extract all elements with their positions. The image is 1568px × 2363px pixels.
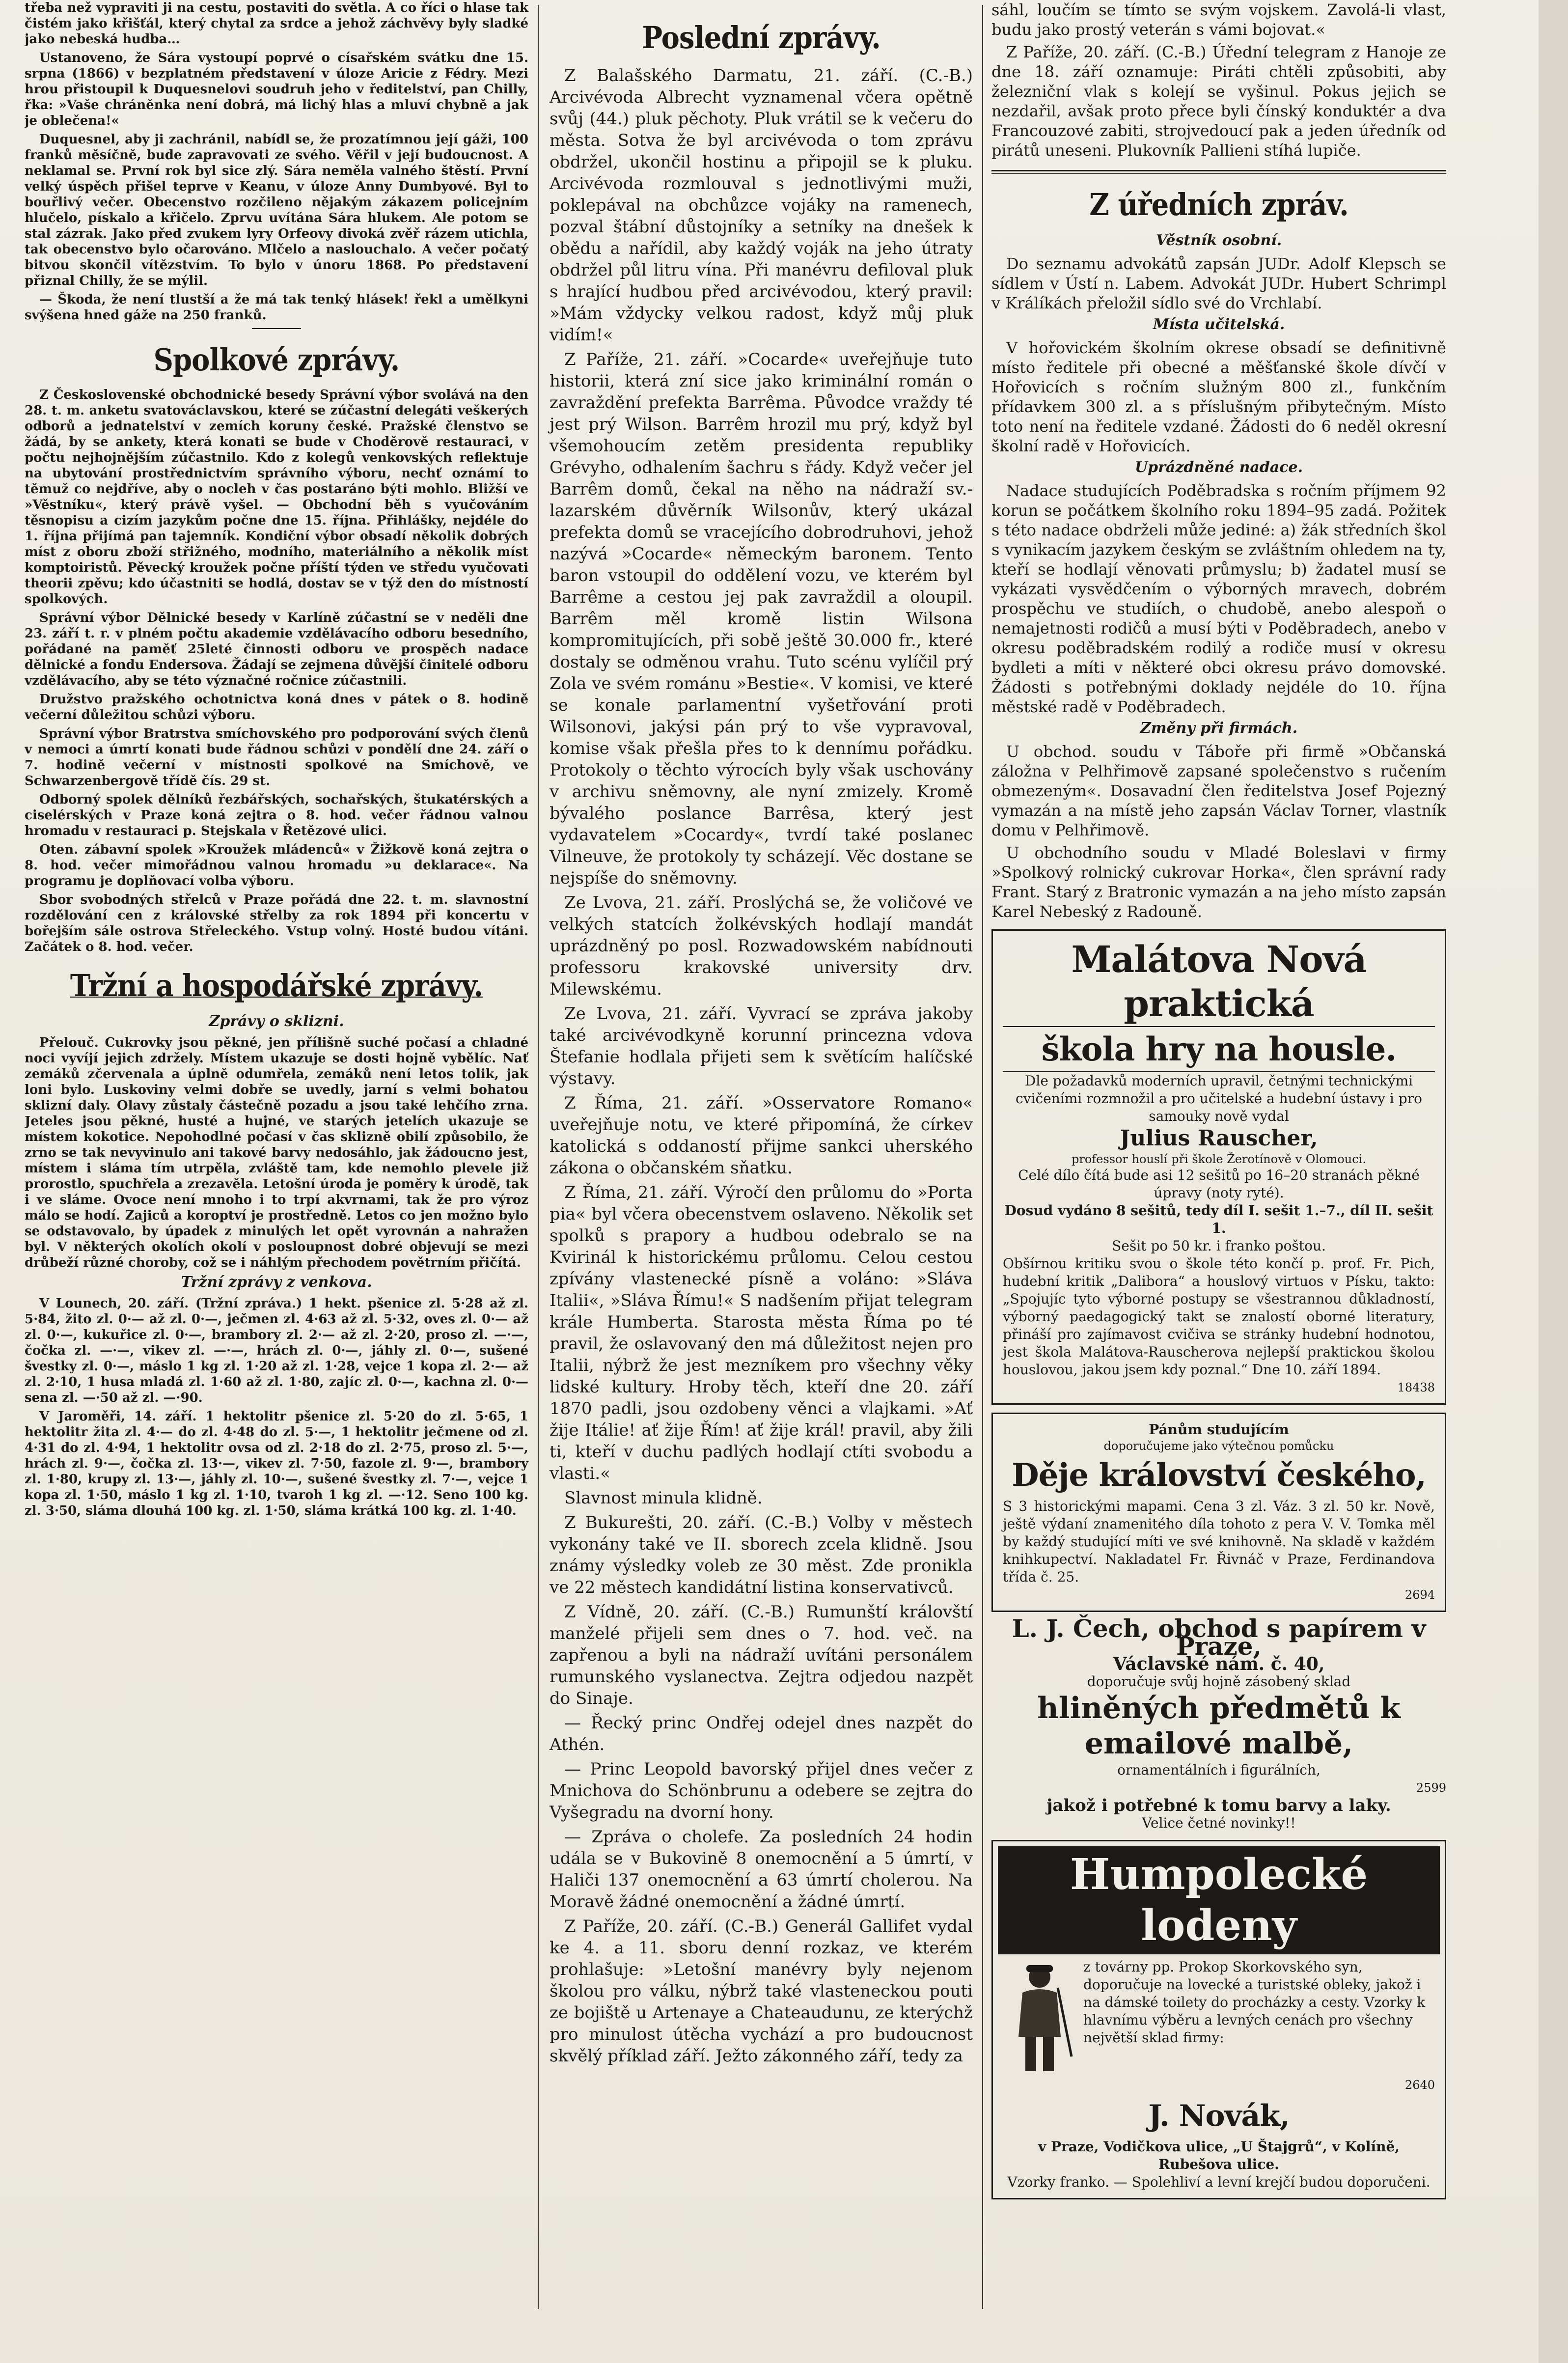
news-item: Z Říma, 21. září. »Osservatore Romano« uveřejňuje notu, ve které připomíná, že církev katolická s oddaností přijme sankci uherského zákona o občanském sňatku.: [550, 1093, 973, 1178]
subheading: Místa učitelská.: [1153, 316, 1285, 333]
ad-address: Václavské nám. č. 40,: [1113, 1654, 1325, 1674]
column-rule: [538, 5, 539, 2309]
subheading: Zprávy o sklizni.: [209, 1013, 344, 1030]
news-item: Z Paříže, 21. září. »Cocarde« uveřejňuje tuto historii, která zní sice jako kriminální román o zavraždění prefekta Barrêma. Původce vraždy té jest prý Wilson. Barrêm hrozil mu prý, když byl všemohoucím zetěm presidenta republiky Grévyho, odhalením šachru s řády. Když večer jel Barrêm domů, čekal na něho na nádraží sv.-lazarském důvěrník Wilsonův, který ukázal prefekta domů se vracejícího dobrodruhovi, jehož nazývá »Cocarde« německým baronem. Tento baron vstoupil do oddělení vozu, ve kterém byl Barrême a cestou jej pak zavraždil a oloupil. Barrêm měl kromě listin Wilsona kompromitujících, při sobě ještě 30.000 fr., které dostaly se odměnou vrahu. Tuto scénu vylíčil prý Zola ve svém románu »Bestie«. V komisi, ve které se konale parlamentní vyšetřování proti Wilsonovi, jakýsi pán prý to vše vypravoval, komise však přešla přes to k dennímu pořádku. Protokoly o těchto výrocích byly však uschovány v archivu sněmovny, ale nyní zmizely. Kromě bývalého poslance Barrêsa, který jest vydavatelem »Cocardy«, tvrdí také poslanec Vilneuve, že protokoly ty scházejí. Věc dostane se nejspíše do sněmovny.: [550, 350, 973, 888]
ad-text: jakož i potřebné k tomu barvy a laky.: [1046, 1796, 1391, 1815]
news-item: Ze Lvova, 21. září. Proslýchá se, že voličové ve velkých statcích žolkévských hodlají mandát uprázdněný po posl. Rozwadowském nabídnouti professoru krakovské university drv. Milewskému.: [550, 893, 973, 999]
news-item: — Princ Leopold bavorský přijel dnes večer z Mnichova do Schönbrunu a odebere se zejtra do Vyšegradu na dvorní hony.: [550, 1759, 973, 1822]
ad-text: Velice četné novinky!!: [1142, 1815, 1296, 1831]
divider: [991, 170, 1446, 174]
subheading: Tržní zprávy z venkova.: [181, 1274, 372, 1291]
article-text: Sbor svobodných střelců v Praze pořádá dne 22. t. m. slavnostní rozdělování cen z královské střelby za rok 1894 při koncertu v bořejším sále ostrova Střeleckého. Vstup volný. Hosté budou vítáni. Začátek o 8. hod. večer.: [25, 892, 528, 954]
article-text: Přelouč. Cukrovky jsou pěkné, jen přílišně suché počasí a chladné noci vyvíjí jejich zdržely. Místem ukazuje se dosti hojně vybělíc. Nať zemáků zčervenala a úplně odumřela, zemáků není letos tolik, jak loni bylo. Luskoviny velmi dobře se uvedly, jarní s velmi bohatou sklizní daly. Olavy zůstaly částečně pozadu a jsou také lehčího zrna. Jeteles jsou pěkné, husté a hujné, ve starých jetelích ukazuje se místem kokotice. Nepohodlné počasí v čas sklizně obilí způsobilo, že zrno se tak nevyvinulo ani takové barvy nedosáhlo, jak žádoucno jest, místem i sláma tím utrpěla, zvláště tam, kde nemohlo plevele již prorostlo, spuchřela a zrezavěla. Letošní úroda je poměry k úrodě, tak i ve sláme. Ovoce není mnoho i to trpí akvrnami, tak že pro výroz málo se hodí. Zajiců a koroptví je prostředně. Letos co jen možno bylo se odstavovalo, by úpadek z minulých let opět vyrovnán a nahražen byl. V některých okolích okolí v posloupnost dobré objevují se mezi drůbeží různé choroby, což se i náhlým přechodem povětrním přičítá.: [25, 1035, 528, 1270]
article-text: Duquesnel, aby ji zachránil, nabídl se, že prozatímnou její gáži, 100 franků měsíčně, bude zapravovati ze svého. Věřil v její budoucnost. A neklamal se. První rok byl sice zlý. Sára neměla valného štěstí. První velký úspěch přišel teprve v Keanu, v úloze Anny Dumbyové. Byl to bouřlivý večer. Obecenstvo rozčileno nějakým zákazem policejním hlučelo, pískalo a křičelo. Zprvu uvítána Sára hlukem. Ale potom se stal zázrak. Jako před zvukem lyry Orfeovy divoká zvěř rázem utichla, tak obecenstvo bylo očarováno. Mlčelo a naslouchalo. A večer počatý bitvou skončil vítězstvím. To bylo v únoru 1868. Po představení přiznal Chilly, že se mýlil.: [25, 132, 528, 288]
page-edge: [1539, 0, 1568, 2363]
ad-address: v Praze, Vodičkova ulice, „U Štajgrů“, v Kolíně, Rubešova ulice.: [1038, 2139, 1400, 2172]
ad-text: z továrny pp. Prokop Skorkovského syn, doporučuje na lovecké a turistské obleky, jakož i na dámské toilety do procházky a cesty. Vzorky k hlavnímu výběru a levných cenách pro všechny největší sklad firmy:: [1083, 1959, 1426, 2046]
ad-number: 2640: [1404, 2078, 1435, 2092]
column-rule: [982, 5, 983, 2309]
news-item: Ze Lvova, 21. září. Vyvrací se zpráva jakoby také arcivévodkyně korunní princezna vdova Štefanie hodlala přijeti sem k světícím halíčské výstavy.: [550, 1004, 973, 1088]
news-item: Slavnost minula klidně.: [564, 1488, 763, 1508]
ad-text: doporučujeme jako výtečnou pomůcku: [1103, 1439, 1334, 1453]
article-text: Ustanoveno, že Sára vystoupí poprvé o císařském svátku dne 15. srpna (1866) v bezplatném představení v úloze Aricie z Fédry. Mezi hrou přistoupil k Duquesnelovi soudruh jeho v ředitelství, pan Chilly, řka: »Vaše chráněnka není dobrá, má lichý hlas a mluví chybně a jak je oblečena!«: [25, 51, 528, 128]
advertisement-violin-school: [991, 929, 1446, 1405]
notice-text: U obchod. soudu v Táboře při firmě »Občanská záložna v Pelhřimově zapsané společenstvo s ručením obmezeným«. Dosavadní člen ředitelstva Josef Pojezný vymazán a na místě jeho zapsán Václav Torner, vlastník domu v Pelhřimově.: [991, 742, 1446, 839]
ad-title: Děje království českého,: [1012, 1457, 1426, 1494]
ad-author: Julius Rauscher,: [1120, 1126, 1318, 1151]
article-text: Oten. zábavní spolek »Kroužek mládenců« v Žižkově koná zejtra o 8. hod. večer mimořádnou valnou hromadu »u deklarace«. Na programu je doplňovací volba výboru.: [25, 842, 528, 889]
column-2: [543, 0, 980, 2309]
news-item: Z Vídně, 20. září. (C.-B.) Rumunští královští manželé přijeli sem dnes o 7. hod. več. na zapřenou a byli na nádraží uvítáni personálem rumunského vyslanectva. Zejtra odjedou nazpět do Sinaje.: [550, 1602, 973, 1708]
ad-text: S 3 historickými mapami. Cena 3 zl. Váz. 3 zl. 50 kr. Nově, ještě výdaní znamenitého díla tohoto z pera V. V. Tomka měl by každý studující míti ve své knihovně. Na skladě v každém knihkupectví. Nakladatel Fr. Řivnáč v Praze, Ferdinandova třída č. 25.: [1003, 1498, 1435, 1585]
ad-title: L. J. Čech, obchod s papírem v Praze,: [1012, 1614, 1426, 1661]
advertisement-history-book: [991, 1413, 1446, 1612]
news-item: Z Paříže, 20. září. (C.-B.) Úřední telegram z Hanoje ze dne 18. září oznamuje: Piráti chtěli způsobiti, aby železniční vlak s kolejí se vyšinul. Pokus jejich se nezdařil, avšak proto přece byli čínský konduktér a dva Francouzové zabiti, strojvedoucí pak a jeden úředník od pirátů uneseni. Plukovník Pallieni stíhá lupiče.: [991, 43, 1446, 160]
notice-text: V hořovickém školním okrese obsadí se definitivně místo ředitele při obecné a měšťanské škole dívčí v Hořovicích s ročním služným 800 zl., funkčním přídavkem 300 zl. a s příslušným přibytečným. Místo toto není na ředitele vzdané. Žádosti do 6 neděl okresní školní radě v Hořovicích.: [991, 338, 1446, 455]
ad-number: 2599: [1416, 1781, 1446, 1795]
notice-text: U obchodního soudu v Mladé Boleslavi v firmy »Spolkový rolnický cukrovar Horka«, člen správní rady Frant. Starý z Bratronic vymazán a na jeho místo zapsán Karel Nebeský z Radouně.: [991, 843, 1446, 921]
article-text: Správní výbor Dělnické besedy v Karlíně zúčastní se v neděli dne 23. září t. r. v plném počtu akademie vzdělávacího odboru besedního, pořádané na paměť 25leté činnosti odboru ve prospěch nadace dělnické a fondu Endersova. Žádají se zejmena důvější činitelé odboru vzdělávacího, aby se této význačné ročnice zúčastnili.: [25, 611, 528, 688]
article-text: V Lounech, 20. září. (Tržní zpráva.) 1 hekt. pšenice zl. 5·28 až zl. 5·84, žito zl. 0·— až zl. 0·—, ječmen zl. 4·63 až zl. 5·32, oves zl. 0·— až zl. 0·—, kukuřice zl. 0·—, brambory zl. 2·— až zl. 2·20, proso zl. —·—, čočka zl. —·—, vikev zl. —·—, hrách zl. 0·—, jáhly zl. 0·—, sušené švestky zl. 0·—, máslo 1 kg zl. 1·20 až zl. 1·28, vejce 1 kopa zl. 2·— až zl. 2·10, 1 husa mladá zl. 1·60 až zl. 1·80, zajíc zl. 0·—, kachna zl. 0·— sena zl. —·50 až zl. —·90.: [25, 1296, 528, 1405]
news-item: Z Říma, 21. září. Výročí den průlomu do »Porta pia« byl včera obecenstvem oslaveno. Několik set spolků s prapory a hudbou odebralo se na Kvirinál k historickému průlomu. Celou cestou zpívány vlastenecké písně a voláno: »Sláva Italii«, »Sláva Římu!« S nadšením přijat telegram krále Humberta. Starosta města Říma po té pravil, že oslavovaný den má důležitost nejen pro Italii, nýbrž že jest mezníkem pro všechny věky lidské kultury. Hroby těch, kteří dne 20. září 1870 padli, jsou ozdobeny věnci a vlajkami. »Ať žije Itálie! ať žije Řím! ať žije král! pravil, aby žili ti, kteří v duchu padlých hodlají ctíti svobodu a vlasti.«: [550, 1183, 973, 1483]
article-text: Správní výbor Bratrstva smíchovského pro podporování svých členů v nemoci a úmrtí konati bude řádnou schůzi v pondělí dne 24. září o 7. hodině večerní v místnosti spolkové na Smíchově, ve Schwarzenbergově třídě čís. 29 st.: [25, 726, 528, 788]
article-text: třeba než vypraviti ji na cestu, postaviti do světla. A co říci o hlase tak čistém jako křišťál, který chytal za srdce a jehož záchvěvy byly sladké jako nebeská hudba…: [25, 0, 528, 47]
news-item: — Řecký princ Ondřej odejel dnes nazpět do Athén.: [550, 1713, 973, 1754]
ad-text: Vzorky franko. — Spolehliví a levní krejčí budou doporučeni.: [1007, 2174, 1430, 2190]
subheading: Změny při firmách.: [1140, 720, 1298, 737]
ad-text: professor houslí při škole Žerotínově v Olomouci.: [1072, 1152, 1366, 1166]
column-1: [25, 0, 535, 2309]
column-3: [985, 0, 1446, 2309]
ad-title: Humpolecké lodeny: [998, 1846, 1440, 1954]
ad-price: Sešit po 50 kr. i franko poštou.: [1112, 1238, 1326, 1254]
divider: [252, 328, 301, 329]
ad-number: 18438: [1397, 1381, 1435, 1394]
news-item: Z Paříže, 20. září. (C.-B.) Generál Gallifet vydal ke 4. a 11. sboru denní rozkaz, ve kterém prohlašuje: »Letošní manévry byly nejenom školou pro válku, nýbrž také vlasteneckou pouti ze bojiště u Artenaye a Chateaudunu, ze kterýchž pro minulost útěcha vychází a pro budoucnost skvělý příklad září. Ježto zákonného září, tedy za: [550, 1917, 973, 2066]
subheading: Věstník osobní.: [1155, 232, 1282, 249]
news-item: sáhl, loučím se tímto se svým vojskem. Zavolá-li vlast, budu jako prostý veterán s vámi bojovat.«: [991, 0, 1446, 39]
section-heading: Z úředních zpráv.: [1089, 187, 1348, 222]
ad-body: [1003, 1958, 1435, 2076]
ad-firm: J. Novák,: [1148, 2099, 1290, 2133]
ad-text: Obšírnou kritiku svou o škole této končí p. prof. Fr. Pich, hudební kritik „Dalibora“ a houslový virtuos v Písku, takto: „Spojujíc tyto výborné postupy se všestrannou důkladností, výborný paedagogický takt se znalostí oborné literatury, přináší pro zajímavost cvičiva se stránky hudební hodnotou, jest škola Malátova-Rauscherova nejlepší praktickou školou houslovou, jakou jsem kdy poznal.“ Dne 10. září 1894.: [1003, 1255, 1435, 1378]
ad-text: doporučuje svůj hojně zásobený sklad: [1087, 1673, 1351, 1690]
news-item: Z Bukurešti, 20. září. (C.-B.) Volby v městech vykonány také ve II. sborech zcela klidně. Jsou známy výsledky voleb ze 30 měst. Zde pronikla ve 22 městech kandidátní listina konservativců.: [550, 1513, 973, 1597]
news-item: Z Balašského Darmatu, 21. září. (C.-B.) Arcivévoda Albrecht vyznamenal včera opětně svůj (44.) pluk pěchoty. Pluk vrátil se k večeru do města. Sotva že byl arcivévoda o tom zprávu obdržel, ukončil hostinu a připojil se k pluku. Arcivévoda rozmlouval s jednotlivými muži, poklepával na obchůzce vojáky na ramenech, pozval štábní důstojníky a setníky na dnešek k obědu a nařídil, aby každý voják na jeho útraty obdržel půl litru vína. Při manévru defiloval pluk s hrající hudbou před arcivévodou, který pravil: »Mám vždycky velkou radost, když můj pluk vidím!«: [550, 66, 973, 345]
section-heading: Poslední zprávy.: [642, 20, 880, 56]
ad-title: Malátova Nová praktická: [1071, 939, 1367, 1025]
notice-text: Nadace studujících Poděbradska s ročním příjmem 92 korun se počátkem školního roku 1894–95 zadá. Požitek s této nadace obdrželi může jediné: a) žák středních škol s vynikacím jazykem českým se zvláštním ohledem na ty, kteří se hodlají věnovati průmyslu; b) žadatel musí se vykázati vysvědčením o výborných mravech, dobrém prospěchu ve studiích, o chudobě, anebo alespoň o nemajetnosti rodičů a musí býti v Poděbradech, anebo v okresu poděbradském rodilý a rodiče musí v okresu bydleti a míti v některé obci okresu právo domovské. Žádosti s potřebnými doklady nejdéle do 10. října městské radě v Poděbradech.: [991, 481, 1446, 716]
article-text: Z Československé obchodnické besedy Správní výbor svolává na den 28. t. m. anketu svatováclavskou, které se zúčastní delegáti veškerých odborů a jednatelství v zemích koruny české. Pražské členstvo se žádá, by se ankety, která konati se bude v Choděrově restauraci, v počtu nejhojnějším zúčastnilo. Kdo z kolegů venkovských reflektuje na ubytování prostřednictvím správního výboru, nechť oznámí to těmuž co nejdříve, aby o nocleh v čas postaráno býti mohlo. Bližší ve »Věstníku«, který právě vyšel. — Obchodní běh s vyučováním těsnopisu a cizím jazykům počne dne 15. října. Přihlášky, nejdéle do 1. října přijímá pan tajemník. Kondiční výbor obsadí několik dobrých míst z oboru zboží střižného, modního, materiálního a několik míst komptoiristů. Pěvecký kroužek počne příští týden ve středu vyučovati theorii zpěvu; kdo účastniti se hodlá, dostav se v týž den do místností spolkových.: [25, 388, 528, 607]
ad-big: hliněných předmětů k emailové malbě,: [1037, 1691, 1401, 1761]
advertisement-paper-shop: [991, 1614, 1446, 1832]
article-text: — Škoda, že není tlustší a že má tak tenký hlásek! řekl a umělkyni svýšena hned gáže na 250 franků.: [25, 292, 528, 323]
ad-text: Dosud vydáno 8 sešitů, tedy díl I. sešit 1.–7., díl II. sešit 1.: [1004, 1202, 1433, 1236]
section-heading: Spolkové zprávy.: [153, 342, 400, 378]
article-text: V Jaroměři, 14. září. 1 hektolitr pšenice zl. 5·20 do zl. 5·65, 1 hektolitr žita zl. 4·— do zl. 4·48 do zl. 5·—, 1 hektolitr ječmene od zl. 4·31 do zl. 4·94, 1 hektolitr ovsa od zl. 2·18 do zl. 2·75, proso zl. 5·—, hrách zl. 9·—, čočka zl. 13·—, vikev zl. 7·50, fazole zl. 9·—, brambory zl. 1·80, krupy zl. 13·—, jáhly zl. 10·—, sušené švestky zl. 7·—, vejce 1 kopa zl. 1·50, máslo 1 kg zl. 1·10, tvaroh 1 kg zl. —·12. Seno 100 kg. zl. 3·50, sláma dlouhá 100 kg. zl. 1·50, sláma krátká 100 kg. zl. 1·40.: [25, 1409, 528, 1518]
section-heading: Tržní a hospodářské zprávy.: [70, 968, 483, 1003]
ad-text: Dle požadavků moderních upravil, četnými technickými cvičeními rozmnožil a pro učitelské a hudební ústavy i pro samouky nově vydal: [1016, 1073, 1422, 1124]
ad-text: ornamentálních i figurálních,: [1117, 1762, 1320, 1778]
ad-number: 2694: [1404, 1588, 1435, 1602]
ad-text: Celé dílo čítá bude asi 12 sešitů po 16–20 stranách pěkné úpravy (noty ryté).: [1018, 1167, 1420, 1201]
ad-lead: Pánům studujícím: [1149, 1421, 1289, 1438]
notice-text: Do seznamu advokátů zapsán JUDr. Adolf Klepsch se sídlem v Ústí n. Labem. Advokát JUDr. Hubert Schrimpl v Králíkách přeložil sídlo své do Vrchlabí.: [991, 254, 1446, 312]
subheading: Uprázdněné nadace.: [1134, 459, 1303, 476]
article-text: Odborný spolek dělníků řezbářských, sochařských, štukatérských a ciselérských v Praze koná zejtra o 8. hod. večer řádnou valnou hromadu v restauraci p. Stejskala v Řetězové ulici.: [25, 792, 528, 838]
advertisement-loden-cloth: [991, 1840, 1446, 2199]
news-item: — Zpráva o cholefe. Za posledních 24 hodin udála se v Bukovině 8 onemocnění a 5 úmrtí, v Haliči 137 onemocnění a 63 úmrtí cholerou. Na Moravě žádné onemocnění a žádné úmrtí.: [550, 1827, 973, 1912]
hunter-illustration-icon: [1003, 1958, 1076, 2076]
ad-subtitle: škola hry na housle.: [1003, 1026, 1435, 1072]
article-text: Družstvo pražského ochotnictva koná dnes v pátek o 8. hodině večerní důležitou schůzi výboru.: [25, 692, 528, 723]
